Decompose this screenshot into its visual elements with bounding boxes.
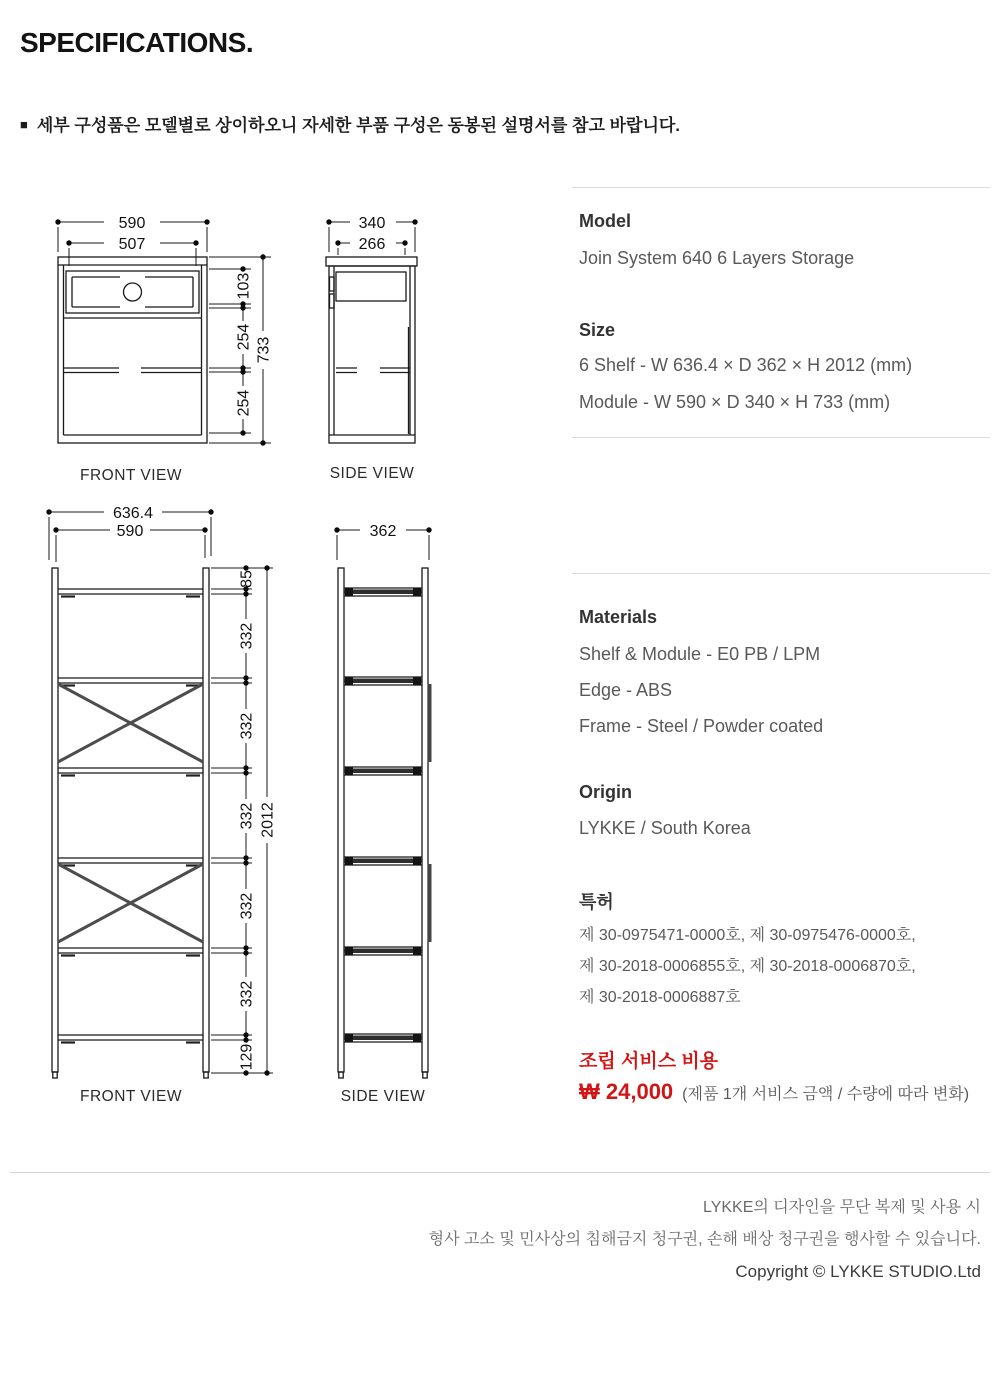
divider-size xyxy=(572,437,990,438)
module-side-view-drawing xyxy=(326,215,418,482)
materials-row-frame: Frame - Steel / Powder coated xyxy=(579,716,824,736)
dim-module-drawer-height: 103 xyxy=(235,272,253,300)
dim-shelf-total-height: 2012 xyxy=(259,802,277,838)
page-title: SPECIFICATIONS. xyxy=(20,27,254,58)
patent-row-1: 제 30-0975471-0000호, 제 30-0975476-0000호, xyxy=(579,927,916,944)
size-row-module: Module - W 590 × D 340 × H 733 (mm) xyxy=(579,392,891,412)
materials-rows xyxy=(579,636,823,744)
dim-shelf-gap-bottom: 129 xyxy=(238,1043,256,1071)
assembly-price: ₩ 24,000 xyxy=(579,1079,674,1104)
dim-shelf-gap-2: 332 xyxy=(238,712,256,740)
dim-module-width-inner: 507 xyxy=(118,236,146,253)
dim-shelf-gap-5: 332 xyxy=(238,980,256,1008)
shelf-side-view-label: SIDE VIEW xyxy=(340,1088,426,1105)
dim-module-bottom-height: 254 xyxy=(235,389,253,417)
dim-shelf-gap-4: 332 xyxy=(238,892,256,920)
dim-shelf-width-outer: 636.4 xyxy=(112,505,154,522)
dim-module-depth-inner: 266 xyxy=(358,236,386,253)
dim-module-depth-outer: 340 xyxy=(358,215,386,232)
shelf-side-view-drawing xyxy=(334,523,431,1105)
footer-copyright: Copyright © LYKKE STUDIO.Ltd xyxy=(735,1262,981,1281)
size-heading: Size xyxy=(579,320,616,340)
materials-row-edge: Edge - ABS xyxy=(579,680,673,700)
patent-row-3: 제 30-2018-0006887호 xyxy=(579,989,741,1006)
dim-shelf-width-inner: 590 xyxy=(116,523,144,540)
dim-module-total-height: 733 xyxy=(255,336,273,364)
patent-rows xyxy=(579,920,916,1013)
divider-materials xyxy=(572,573,990,574)
footer-line-2: 형사 고소 및 민사상의 침해금지 청구권, 손해 배상 청구권을 행사할 수 있습니다. xyxy=(428,1231,981,1248)
dim-shelf-gap-top: 85 xyxy=(238,570,256,588)
divider-top xyxy=(572,187,990,188)
origin-heading: Origin xyxy=(579,782,632,802)
shelf-front-view-label: FRONT VIEW xyxy=(79,1088,183,1105)
notice-line xyxy=(20,111,680,136)
dim-shelf-depth: 362 xyxy=(369,523,397,540)
drawer-handle-hole xyxy=(124,283,142,301)
divider-footer xyxy=(10,1172,990,1173)
materials-heading: Materials xyxy=(579,607,658,627)
notice-text: 세부 구성품은 모델별로 상이하오니 자세한 부품 구성은 동봉된 설명서를 참고 바랍니다. xyxy=(36,116,681,135)
dim-module-mid-height: 254 xyxy=(235,323,253,351)
footer-legal xyxy=(429,1192,981,1288)
assembly-price-line xyxy=(579,1079,969,1105)
assembly-price-note: (제품 1개 서비스 금액 / 수량에 따라 변화) xyxy=(682,1086,970,1103)
patent-row-2: 제 30-2018-0006855호, 제 30-2018-0006870호, xyxy=(579,958,916,975)
module-front-view-drawing xyxy=(55,215,272,484)
model-value: Join System 640 6 Layers Storage xyxy=(579,248,855,268)
dim-shelf-gap-1: 332 xyxy=(238,622,256,650)
module-side-view-label: SIDE VIEW xyxy=(329,465,415,482)
size-row-shelf: 6 Shelf - W 636.4 × D 362 × H 2012 (mm) xyxy=(579,355,913,375)
model-heading: Model xyxy=(579,211,631,231)
materials-row-shelf: Shelf & Module - E0 PB / LPM xyxy=(579,644,821,664)
size-rows xyxy=(579,347,912,421)
origin-value: LYKKE / South Korea xyxy=(579,818,751,838)
shelf-front-view-drawing xyxy=(46,505,276,1105)
footer-line-1: LYKKE의 디자인을 무단 복제 및 사용 시 xyxy=(703,1199,981,1216)
module-front-view-label: FRONT VIEW xyxy=(79,467,183,484)
square-bullet-icon: ■ xyxy=(20,117,28,132)
technical-drawings xyxy=(0,190,560,1120)
assembly-heading: 조립 서비스 비용 xyxy=(579,1051,719,1072)
dim-shelf-gap-3: 332 xyxy=(238,802,256,830)
dim-module-width-outer: 590 xyxy=(118,215,146,232)
patent-heading: 특허 xyxy=(579,892,614,912)
cross-brace xyxy=(58,684,203,942)
